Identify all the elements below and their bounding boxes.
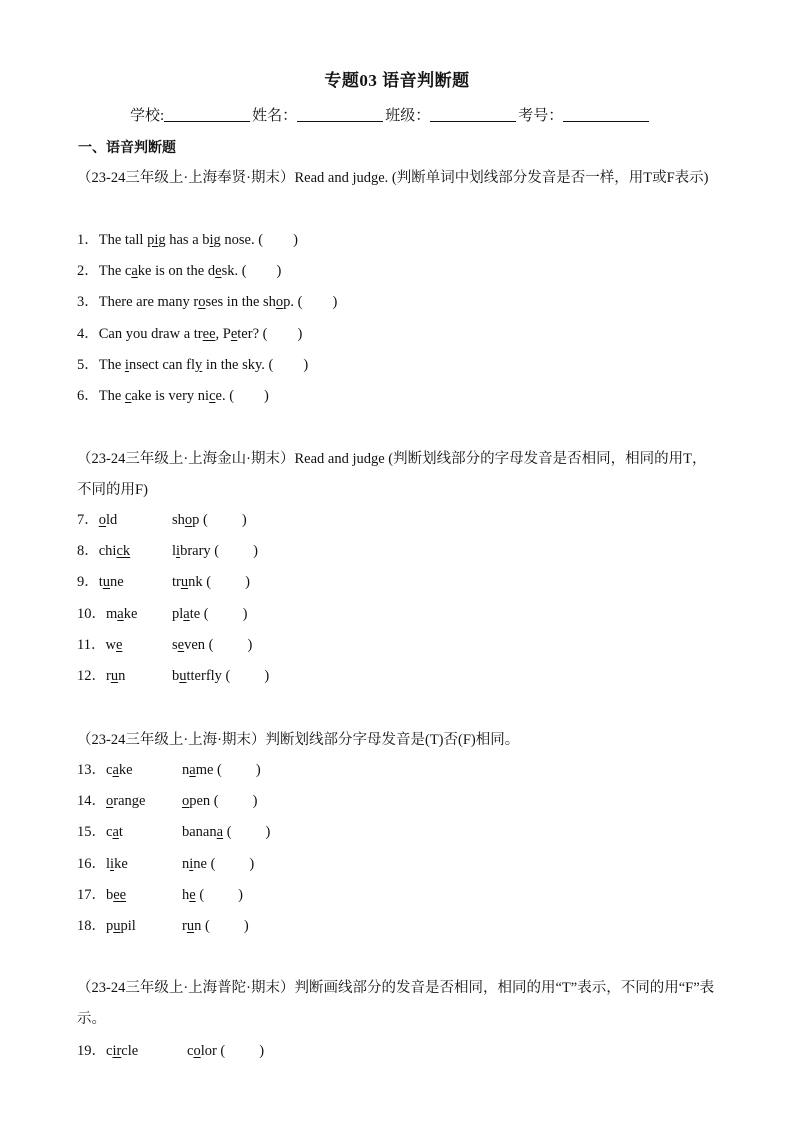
close-paren: ) (276, 263, 282, 280)
word-pair-item (77, 885, 337, 905)
word-text: n (182, 855, 190, 872)
word-pair-item (77, 916, 337, 936)
word-text: g nose. ( (213, 232, 264, 248)
question-number: 17． (77, 886, 106, 903)
word-text: c (106, 762, 113, 778)
question-sentence (99, 294, 303, 310)
second-word (182, 760, 261, 780)
word-text: m (106, 605, 118, 622)
underlined-letters: u (180, 574, 189, 591)
close-paren: ) (297, 325, 303, 342)
word-text: me ( (195, 762, 222, 778)
word-text: ( (223, 824, 232, 841)
underlined-letters: a (117, 605, 124, 622)
underlined-letters: i (124, 356, 129, 373)
second-word (172, 604, 247, 624)
second-word (182, 854, 254, 874)
question-number: 16． (77, 855, 106, 872)
number-label: 考号： (518, 108, 564, 124)
question-number: 18． (77, 918, 106, 934)
underlined-letters: o (184, 512, 193, 528)
question-item (77, 230, 298, 250)
word-text: ( (195, 886, 205, 903)
word-text: pen ( (189, 793, 219, 810)
group-instruction: （23-24三年级上·上海金山·期末）Read and judge (判断划线部分的字母发音是否相同，相同的用T，不同的用F) (77, 451, 707, 498)
question-item (77, 386, 269, 406)
word-text: chi (98, 543, 117, 560)
word-text: There are many r (98, 294, 199, 311)
word-text: ne ( (193, 855, 216, 872)
question-number: 4． (77, 325, 99, 342)
word-text: , P (215, 325, 231, 342)
word-text: h (182, 886, 190, 903)
underlined-letters: c (124, 388, 132, 404)
close-paren: ) (264, 388, 269, 404)
word-text: nk ( (188, 574, 212, 591)
word-pair-item (77, 854, 337, 874)
close-paren: ) (265, 824, 271, 841)
question-number: 2． (77, 263, 99, 280)
underlined-letters: ck (116, 543, 131, 560)
first-word (99, 543, 130, 559)
underlined-letters: a (112, 824, 119, 841)
first-word (106, 762, 133, 778)
page-title: 专题03 语音判断题 (324, 71, 470, 90)
underlined-letters: u (179, 668, 187, 684)
close-paren: ) (247, 636, 253, 653)
close-paren: ) (259, 1043, 265, 1059)
underlined-letters: o (275, 294, 284, 311)
word-text: ke is on the d (137, 263, 216, 280)
underlined-letters: o (106, 793, 114, 810)
second-word (172, 510, 247, 530)
second-word (172, 541, 258, 561)
word-text: t (98, 574, 103, 591)
underlined-letters: a (131, 263, 138, 280)
word-text: ld (106, 512, 118, 528)
underlined-letters: a (112, 762, 119, 778)
underlined-letters: ir (112, 1043, 122, 1059)
question-sentence (99, 263, 247, 279)
word-text: ake is very ni (131, 388, 210, 404)
school-label: 学校: (130, 108, 165, 124)
word-text: te ( (189, 605, 209, 622)
underlined-letters: a (216, 824, 224, 841)
question-number: 7． (77, 512, 99, 528)
word-pair-item (77, 541, 337, 561)
word-text: cle (121, 1043, 139, 1059)
close-paren: ) (332, 294, 338, 311)
question-number: 14． (77, 793, 106, 810)
word-text: range (113, 793, 146, 810)
question-number: 11． (77, 636, 106, 653)
first-word (106, 824, 123, 840)
question-item (77, 324, 302, 344)
word-pair-item (77, 604, 337, 624)
question-sentence (99, 232, 263, 248)
second-word (182, 791, 257, 811)
second-word (172, 666, 269, 686)
close-paren: ) (255, 762, 261, 778)
underlined-letters: i (110, 855, 115, 872)
second-word (187, 1041, 264, 1061)
word-text: The tall (98, 232, 148, 248)
question-item (77, 292, 337, 312)
word-text: g has a b (158, 232, 210, 248)
question-number: 6． (77, 388, 99, 404)
second-word (182, 916, 249, 936)
word-pair-item (77, 635, 337, 655)
question-number: 8． (77, 543, 99, 560)
word-text: lor ( (200, 1043, 226, 1059)
question-number: 15． (77, 824, 106, 841)
word-text: in the sky. ( (202, 356, 274, 373)
second-word (172, 572, 250, 592)
question-number: 12． (77, 668, 106, 684)
first-word (106, 918, 136, 934)
word-text: r (106, 668, 111, 684)
underlined-letters: i (209, 232, 214, 248)
close-paren: ) (303, 356, 309, 373)
word-text: nsect can fl (128, 356, 195, 373)
first-word (106, 606, 137, 622)
close-paren: ) (264, 668, 270, 684)
number-blank[interactable] (563, 107, 649, 122)
word-text: The (98, 356, 125, 373)
underlined-letters: i (176, 543, 181, 560)
first-word (105, 637, 122, 653)
name-blank[interactable] (297, 107, 383, 122)
word-text: b (106, 886, 114, 903)
underlined-letters: a (183, 605, 190, 622)
word-pair-item (77, 510, 337, 530)
word-pair-item (77, 1041, 337, 1061)
question-item (77, 355, 308, 375)
question-number: 10． (77, 605, 106, 622)
underlined-letters: ee (202, 325, 216, 342)
word-text: n (118, 668, 126, 684)
word-text: c (187, 1043, 194, 1059)
word-text: ne (110, 574, 124, 591)
word-text: tr (172, 574, 181, 591)
close-paren: ) (252, 793, 258, 810)
underlined-letters: u (102, 574, 111, 591)
close-paren: ) (243, 918, 249, 934)
group-instruction: （23-24三年级上·上海奉贤·期末）Read and judge. (判断单词中划线部分发音是否一样，用T或F表示) (77, 170, 709, 186)
name-label: 姓名： (252, 108, 298, 124)
word-pair-item (77, 791, 337, 811)
underlined-letters: a (189, 762, 196, 778)
question-number: 1． (77, 232, 99, 248)
word-text: ses in the sh (205, 294, 276, 311)
word-text: c (106, 1043, 113, 1059)
word-text: l (172, 543, 177, 560)
group-instruction: （23-24三年级上·上海·期末）判断划线部分字母发音是(T)否(F)相同。 (77, 732, 520, 748)
section-heading: 一、语音判断题 (78, 141, 176, 156)
word-text: banan (182, 824, 217, 841)
first-word (99, 512, 118, 528)
question-sentence (99, 357, 274, 373)
underlined-letters: e (115, 636, 123, 653)
underlined-letters: y (194, 356, 203, 373)
question-number: 13． (77, 762, 106, 778)
second-word (182, 885, 243, 905)
group-instruction: （23-24三年级上·上海普陀·期末）判断画线部分的发音是否相同，相同的用“T”表示，不同的用“F”表示。 (77, 980, 715, 1027)
close-paren: ) (249, 855, 255, 872)
class-label: 班级： (385, 108, 431, 124)
word-text: p. ( (283, 294, 303, 311)
underlined-letters: e (177, 636, 185, 653)
question-number: 5． (77, 356, 99, 373)
word-pair-item (77, 760, 337, 780)
close-paren: ) (241, 512, 247, 528)
underlined-letters: u (186, 918, 195, 934)
underlined-letters: c (209, 388, 216, 404)
underlined-letters: i (189, 855, 194, 872)
word-pair-item (77, 822, 337, 842)
word-text: c (106, 824, 113, 841)
student-info-line (130, 104, 651, 125)
word-text: The c (98, 263, 132, 280)
close-paren: ) (242, 605, 248, 622)
question-item (77, 261, 281, 281)
word-text: t (118, 824, 123, 841)
underlined-letters: o (98, 512, 106, 528)
word-text: ke (114, 855, 128, 872)
word-text: brary ( (180, 543, 220, 560)
question-number: 3． (77, 294, 99, 311)
close-paren: ) (293, 232, 298, 248)
underlined-letters: e (230, 325, 238, 342)
first-word (106, 887, 126, 903)
underlined-letters: e (189, 886, 196, 903)
second-word (182, 822, 270, 842)
first-word (106, 793, 145, 809)
underlined-letters: o (198, 294, 206, 311)
word-text: n ( (194, 918, 210, 934)
first-word (106, 1043, 138, 1059)
underlined-letters: o (182, 793, 190, 810)
word-text: pil (120, 918, 136, 934)
school-blank[interactable] (164, 107, 250, 122)
word-text: r (182, 918, 187, 934)
word-text: The (98, 388, 125, 404)
word-text: Can you draw a tr (98, 325, 203, 342)
word-text: l (106, 855, 111, 872)
second-word (172, 635, 252, 655)
underlined-letters: u (110, 668, 119, 684)
word-text: ke (123, 605, 138, 622)
close-paren: ) (245, 574, 250, 591)
word-text: ke (118, 762, 133, 778)
word-text: n (182, 762, 190, 778)
question-number: 9． (77, 574, 99, 591)
underlined-letters: pi (147, 232, 159, 248)
word-text: sk. ( (221, 263, 247, 280)
word-pair-item (77, 572, 337, 592)
underlined-letters: ee (113, 886, 127, 903)
underlined-letters: e (215, 263, 222, 280)
word-text: p (106, 918, 114, 934)
word-text: tterfly ( (186, 668, 231, 684)
class-blank[interactable] (430, 107, 516, 122)
close-paren: ) (253, 543, 258, 560)
close-paren: ) (238, 886, 243, 903)
question-sentence (99, 326, 268, 342)
word-text: ven ( (184, 636, 214, 653)
underlined-letters: u (113, 918, 121, 934)
question-sentence (99, 388, 234, 404)
word-text: b (172, 668, 180, 684)
word-text: ter? ( (237, 325, 268, 342)
word-text: p ( (192, 512, 208, 528)
word-text: sh (172, 512, 185, 528)
word-text: pl (172, 605, 184, 622)
word-text: s (172, 636, 178, 653)
first-word (99, 574, 124, 590)
word-text: e. ( (215, 388, 235, 404)
word-text: w (105, 636, 116, 653)
question-number: 19． (77, 1043, 106, 1059)
underlined-letters: o (193, 1043, 201, 1059)
first-word (106, 668, 125, 684)
word-pair-item (77, 666, 337, 686)
first-word (106, 856, 128, 872)
